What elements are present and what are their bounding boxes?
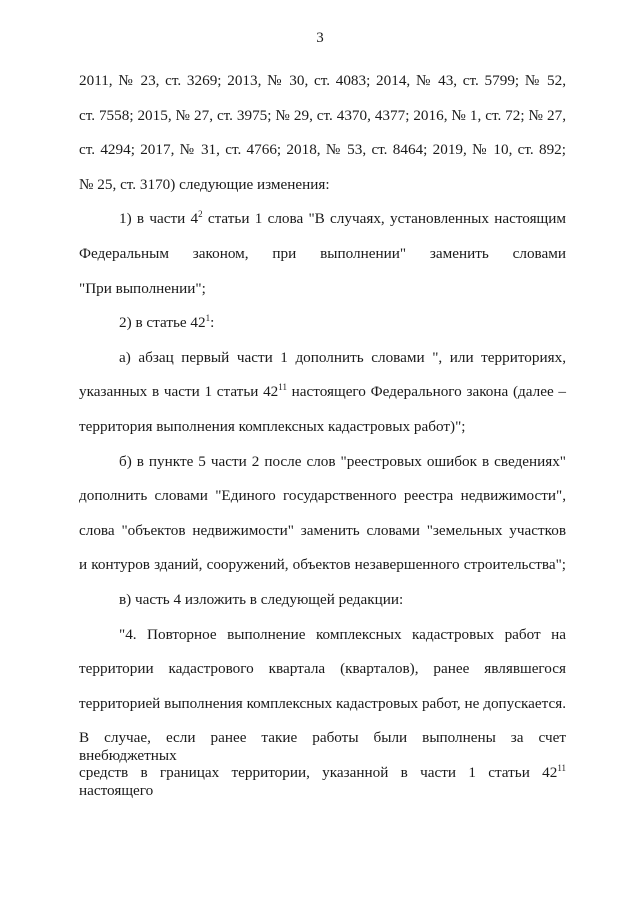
text-line: Федеральным законом, при выполнении" заменить словами — [79, 245, 566, 262]
text-line: ст. 4294; 2017, № 31, ст. 4766; 2018, № 53, ст. 8464; 2019, № 10, ст. 892; — [79, 141, 566, 159]
superscript: 11 — [557, 763, 566, 773]
text-line: в) часть 4 изложить в следующей редакции: — [119, 591, 404, 608]
page-number: 3 — [316, 30, 324, 46]
text-line: а) абзац первый части 1 дополнить словами ", или территориях, — [119, 348, 566, 366]
text-line: территории кадастрового квартала (кварталов), ранее являвшегося — [79, 660, 566, 678]
text-line: слова "объектов недвижимости" заменить словами "земельных участков — [79, 521, 566, 539]
text-fragment: статьи 1 слова "В случаях, установленных настоящим — [202, 210, 566, 228]
text-fragment: указанных в части 1 статьи 42 — [79, 383, 279, 401]
text-line — [79, 763, 566, 799]
text-fragment: 2) в статье 42 — [119, 314, 206, 332]
text-line — [119, 314, 566, 332]
text-line: дополнить словами "Единого государственного реестра недвижимости", — [79, 487, 566, 505]
text-line: территория выполнения комплексных кадастровых работ)"; — [79, 418, 466, 435]
text-line: б) в пункте 5 части 2 после слов "реестровых ошибок в сведениях" — [119, 452, 566, 470]
superscript: 2 — [198, 209, 203, 220]
text-line: "4. Повторное выполнение комплексных кадастровых работ на — [119, 625, 566, 643]
text-line: и контуров зданий, сооружений, объектов незавершенного строительства"; — [79, 556, 566, 574]
text-line: территорией выполнения комплексных кадастровых работ, не допускается. — [79, 694, 566, 712]
superscript: 11 — [278, 382, 287, 393]
text-line — [79, 383, 566, 401]
text-fragment: средств в границах территории, указанной в части 1 статьи 42 — [79, 764, 558, 781]
text-line: В случае, если ранее такие работы были выполнены за счет внебюджетных — [79, 729, 566, 765]
text-line: 2011, № 23, ст. 3269; 2013, № 30, ст. 4083; 2014, № 43, ст. 5799; № 52, — [79, 72, 566, 89]
text-line: № 25, ст. 3170) следующие изменения: — [79, 175, 330, 193]
text-fragment: настоящего Федерального закона (далее – — [286, 383, 566, 401]
text-fragment: 1) в части 4 — [119, 210, 199, 228]
text-line: "При выполнении"; — [79, 279, 206, 297]
text-fragment: настоящего — [79, 782, 154, 799]
superscript: 1 — [205, 313, 211, 324]
text-fragment: : — [210, 314, 215, 332]
text-line — [119, 210, 566, 228]
text-line: ст. 7558; 2015, № 27, ст. 3975; № 29, ст. 4370, 4377; 2016, № 1, ст. 72; № 27, — [79, 106, 566, 124]
